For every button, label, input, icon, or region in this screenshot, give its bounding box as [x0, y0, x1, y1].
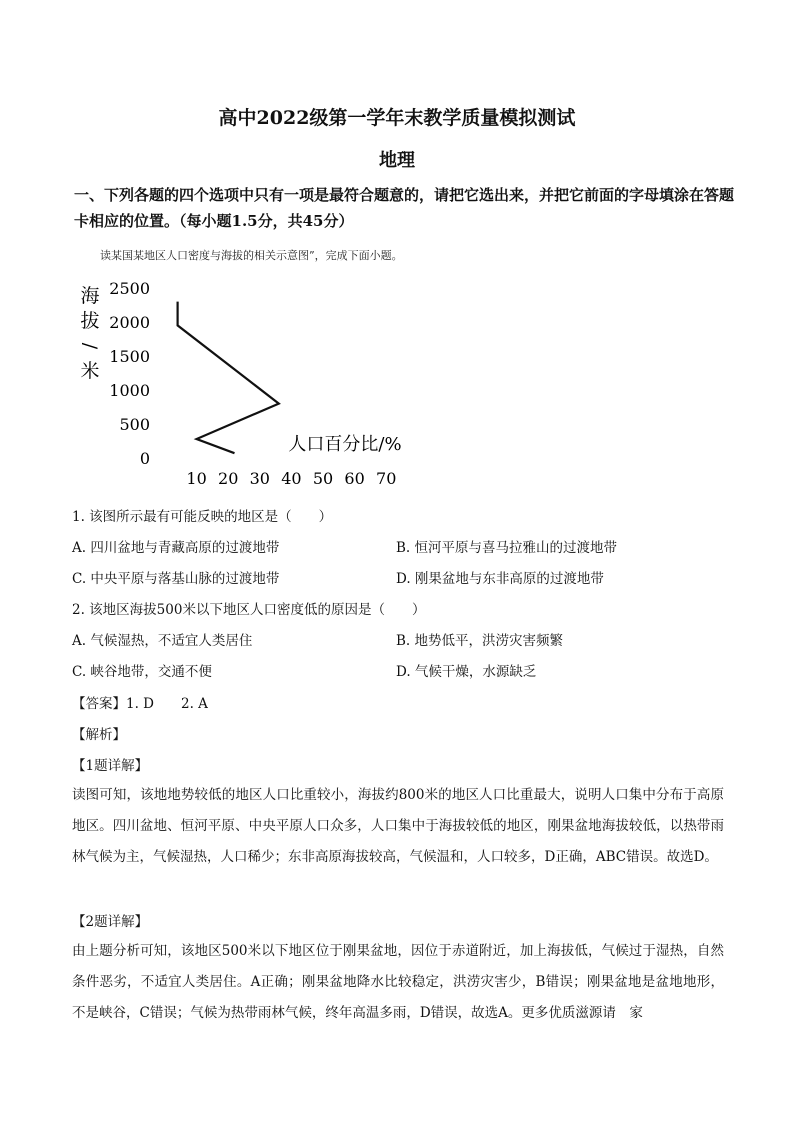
question-intro: 读某国某地区人口密度与海拔的相关示意图”，完成下面小题。 [100, 249, 403, 262]
y-tick-label: 2000 [109, 313, 150, 332]
subject-title: 地理 [379, 150, 415, 171]
x-axis-label: 人口百分比/% [288, 434, 402, 455]
y-tick-label: 1500 [109, 347, 150, 366]
x-tick-label: 20 [218, 469, 239, 488]
elevation-population-chart [70, 272, 410, 497]
population-series-line [178, 302, 279, 454]
page-title: 高中2022级第一学年末教学质量模拟测试 [218, 107, 576, 129]
x-tick-label: 60 [344, 469, 365, 488]
q2-analysis-text: 由上题分析可知，该地区500米以下地区位于刚果盆地，因位于赤道附近，加上海拔低，气候过于湿热，自然条件恶劣，不适宜人类居住。A正确；刚果盆地降水比较稳定，洪涝灾害少，B错误；刚果盆地是盆地地形，不是峡谷，C错误；气候为热带雨林气候，终年高温多雨，D错误，故选A。更多优质滋源请 家 [72, 943, 724, 1021]
question-1-option-a: A. 四川盆地与青藏高原的过渡地带 [72, 540, 280, 556]
y-tick-label: 2500 [109, 279, 150, 298]
question-1-stem: 1. 该图所示最有可能反映的地区是（ ） [72, 509, 333, 525]
answer-line [72, 692, 208, 712]
x-tick-label: 30 [249, 469, 270, 488]
analysis-label: 【解析】 [72, 727, 126, 743]
x-tick-labels [186, 469, 396, 488]
question-1-option-d: D. 刚果盆地与东非高原的过渡地带 [396, 571, 604, 587]
y-axis-label-char: / [79, 342, 101, 350]
y-tick-label: 500 [119, 415, 150, 434]
section-heading: 一、下列各题的四个选项中只有一项是最符合题意的，请把它选出来，并把它前面的字母填涂在答题卡相应的位置。（每小题1.5分，共45分） [74, 186, 735, 230]
question-2-option-a: A. 气候湿热，不适宜人类居住 [72, 633, 253, 649]
question-1-option-c: C. 中央平原与落基山脉的过渡地带 [72, 571, 280, 587]
q2-analysis-label: 【2题详解】 [72, 914, 149, 930]
question-1-option-b: B. 恒河平原与喜马拉雅山的过渡地带 [396, 540, 618, 556]
y-tick-labels [109, 279, 150, 468]
x-tick-label: 50 [312, 469, 334, 488]
y-axis-label-char: 海 [80, 285, 100, 307]
x-tick-label: 10 [186, 469, 207, 488]
q1-analysis-label: 【1题详解】 [72, 758, 149, 774]
q1-analysis-text: 读图可知，该地地势较低的地区人口比重较小，海拔约800米的地区人口比重最大，说明人口集中分布于高原地区。四川盆地、恒河平原、中央平原人口众多，人口集中于海拔较低的地区，刚果盆地海拔较低，以热带雨林气候为主，气候湿热，人口稀少；东非高原海拔较高，气候温和，人口较多，D正确，ABC错误。故选D。 [72, 787, 724, 865]
y-axis-label-char: 米 [80, 360, 100, 382]
x-tick-label: 70 [376, 469, 397, 488]
y-tick-label: 1000 [109, 381, 150, 400]
answer-value: 1. D 2. A [126, 696, 208, 712]
answer-label: 【答案】 [72, 696, 126, 712]
x-tick-label: 40 [281, 469, 302, 488]
y-axis-label [79, 285, 101, 382]
y-axis-label-char: 拔 [80, 310, 100, 332]
question-2-option-b: B. 地势低平，洪涝灾害频繁 [396, 633, 564, 649]
question-2-option-c: C. 峡谷地带，交通不便 [72, 664, 212, 680]
y-tick-label: 0 [139, 449, 150, 468]
question-2-stem: 2. 该地区海拔500米以下地区人口密度低的原因是（ ） [72, 602, 426, 618]
question-2-option-d: D. 气候干燥，水源缺乏 [396, 664, 537, 680]
